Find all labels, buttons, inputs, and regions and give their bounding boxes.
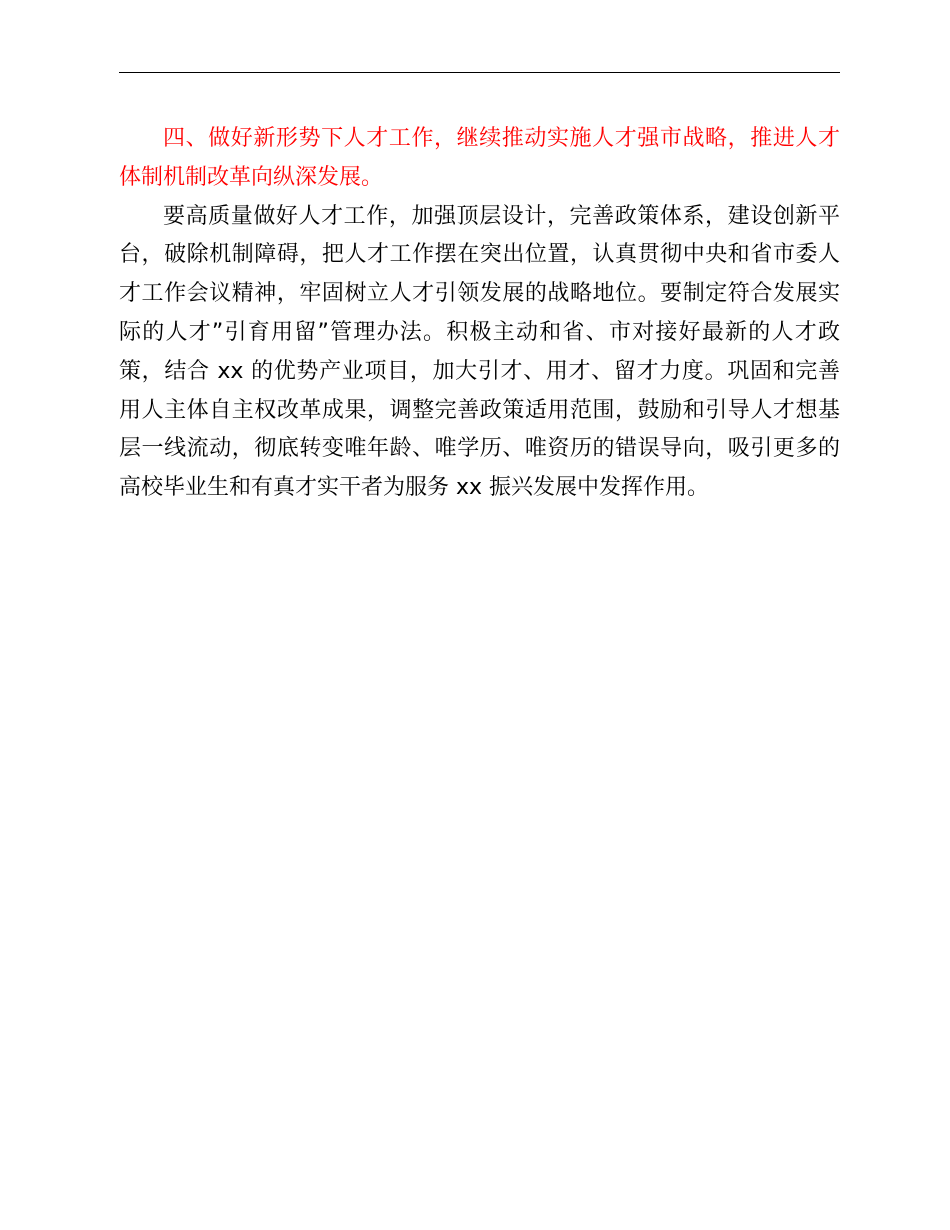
header-rule	[119, 72, 840, 73]
body-paragraph: 要高质量做好人才工作，加强顶层设计，完善政策体系，建设创新平台，破除机制障碍，把人才工作摆在突出位置，认真贯彻中央和省市委人才工作会议精神，牢固树立人才引领发展的战略地位。要制定符合发展实际的人才”引育用留”管理办法。积极主动和省、市对接好最新的人才政策，结合 xx 的优势产业项目，加大引才、用才、留才力度。巩固和完善用人主体自主权改革成果，调整完善政策适用范围，鼓励和引导人才想基层一线流动，彻底转变唯年龄、唯学历、唯资历的错误导向，吸引更多的高校毕业生和有真才实干者为服务 xx 振兴发展中发挥作用。	[119, 203, 840, 501]
document-content	[119, 120, 840, 508]
section-heading: 四、做好新形势下人才工作，继续推动实施人才强市战略，推进人才体制机制改革向纵深发展。	[119, 126, 840, 190]
